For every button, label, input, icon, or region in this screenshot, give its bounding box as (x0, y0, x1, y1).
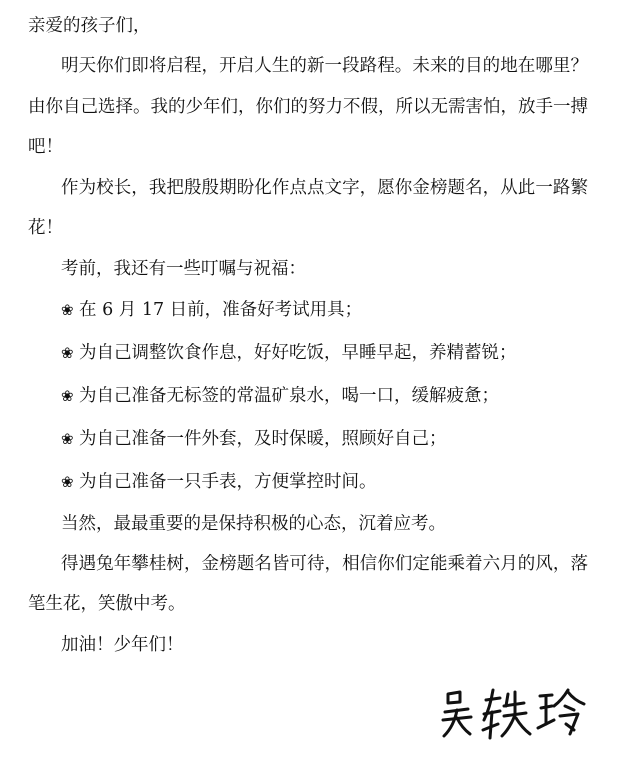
list-intro: 考前，我还有一些叮嘱与祝福： (61, 258, 306, 279)
list-item (28, 332, 588, 375)
flower-bullet-icon: ❀ (61, 429, 74, 448)
letter-body (28, 6, 588, 665)
flower-bullet-icon: ❀ (61, 343, 74, 362)
salutation: 亲爱的孩子们， (28, 16, 151, 36)
paragraph-journey: 明天你们即将启程，开启人生的新一段路程。未来的目的地在哪里？由你自己选择。我的少年们，你们的努力不假，所以无需害怕，放手一搏吧！ (28, 56, 588, 157)
closing-cheer: 加油！少年们！ (61, 634, 184, 655)
list-item (28, 375, 588, 418)
list-item (28, 418, 588, 461)
handwritten-signature (438, 684, 588, 744)
list-item-text: 为自己调整饮食作息，好好吃饭，早睡早起，养精蓄锐； (79, 342, 517, 363)
list-item-text: 为自己准备一只手表，方便掌控时间。 (79, 471, 377, 492)
list-item (28, 289, 588, 332)
closing-blessing: 得遇兔年攀桂树，金榜题名皆可待，相信你们定能乘着六月的风，落笔生花，笑傲中考。 (28, 553, 588, 614)
list-item-text: 为自己准备无标签的常温矿泉水，喝一口，缓解疲惫； (79, 385, 499, 406)
list-item-text: 在 6 月 17 日前，准备好考试用具； (79, 299, 363, 320)
flower-bullet-icon: ❀ (61, 386, 74, 405)
flower-bullet-icon: ❀ (61, 300, 74, 319)
list-item-text: 为自己准备一件外套，及时保暖，照顾好自己； (79, 428, 447, 449)
flower-bullet-icon: ❀ (61, 472, 74, 491)
paragraph-principal-wish: 作为校长，我把殷殷期盼化作点点文字，愿你金榜题名，从此一路繁花！ (28, 177, 588, 238)
closing-mindset: 当然，最最重要的是保持积极的心态，沉着应考。 (61, 513, 446, 534)
list-item (28, 461, 588, 504)
reminder-list (28, 289, 588, 504)
